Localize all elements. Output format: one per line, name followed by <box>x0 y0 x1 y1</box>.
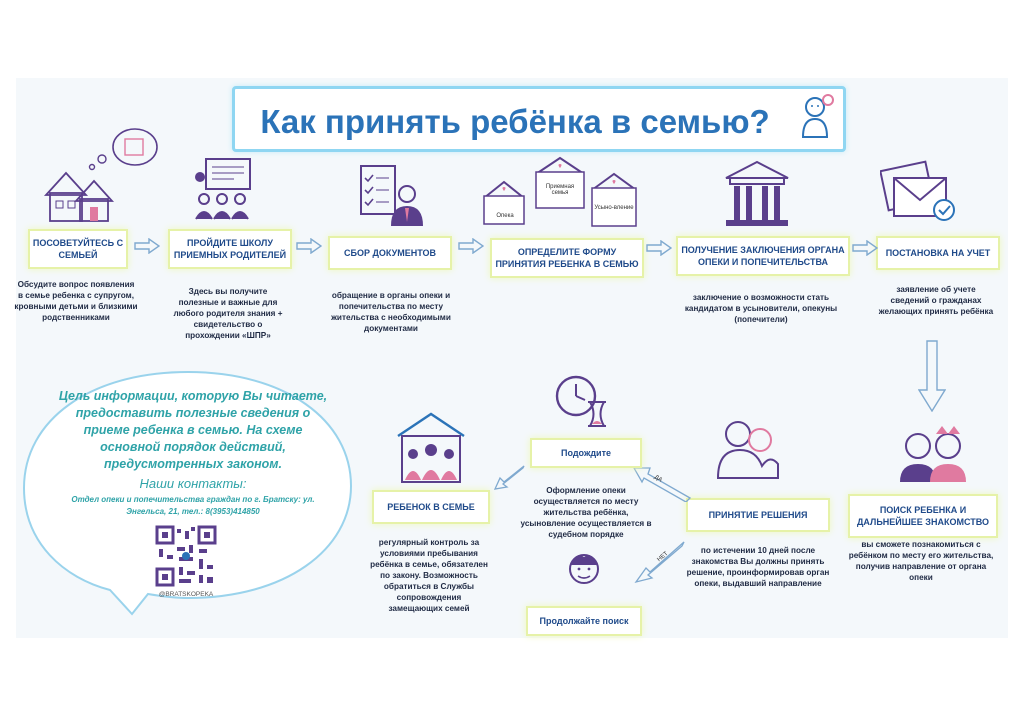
documents-icon <box>355 162 427 228</box>
building-icon <box>722 158 792 228</box>
desc-registration: заявление об учете сведений о гражданах желающих принять ребёнка <box>878 285 994 316</box>
arrow-2 <box>296 238 322 254</box>
desc-consult-family: Обсудите вопрос появления в семье ребенка с супругом, кровными детьми и близкими родственниками <box>14 280 138 322</box>
step-foster-school: ПРОЙДИТЕ ШКОЛУ ПРИЕМНЫХ РОДИТЕЛЕЙ <box>168 229 292 269</box>
desc-foster-school: Здесь вы получите полезные и важные для любого родителя знания + свидетельство о прохождении «ШПР» <box>173 287 283 340</box>
boy-icon <box>564 549 604 591</box>
family-house-icon <box>396 412 466 484</box>
arrow-5 <box>852 240 878 256</box>
arrow-3 <box>458 238 484 254</box>
step-child-in-family: РЕБЕНОК В СЕМЬЕ <box>372 490 490 524</box>
label-no: НЕТ <box>656 550 670 564</box>
house-icon <box>40 125 158 225</box>
step-collect-documents: СБОР ДОКУМЕНТОВ <box>328 236 452 270</box>
arrow-1 <box>134 238 160 254</box>
step-registration: ПОСТАНОВКА НА УЧЕТ <box>876 236 1000 270</box>
step-decision: ПРИНЯТИЕ РЕШЕНИЯ <box>686 498 830 532</box>
step-consult-family: ПОСОВЕТУЙТЕСЬ С СЕМЬЕЙ <box>28 229 128 269</box>
arrow-to-family <box>494 462 526 490</box>
step-choose-form: ОПРЕДЕЛИТЕ ФОРМУ ПРИНЯТИЯ РЕБЕНКА В СЕМЬЮ <box>490 238 644 278</box>
house-label-adoption: Усыно-вление <box>594 205 634 211</box>
label-yes: ДА <box>652 474 663 484</box>
arrow-down <box>918 340 946 412</box>
hug-icon <box>712 414 782 480</box>
arrow-4 <box>646 240 672 256</box>
step-search-child: ПОИСК РЕБЕНКА И ДАЛЬНЕЙШЕЕ ЗНАКОМСТВО <box>848 494 998 538</box>
house-label-foster: Приемная семья <box>545 184 575 196</box>
contacts-text: Отдел опеки и попечительства граждан по г. Братску: ул. Энгельса, 21, тел.: 8(3953)414850 <box>71 495 315 516</box>
step-get-conclusion: ПОЛУЧЕНИЕ ЗАКЛЮЧЕНИЯ ОРГАНА ОПЕКИ И ПОПЕЧИТЕЛЬСТВА <box>676 236 850 276</box>
qr-code[interactable] <box>155 525 217 587</box>
qr-label: @BRATSKOPEKA <box>158 591 214 598</box>
desc-collect-documents: обращение в органы опеки и попечительства по месту жительства с необходимыми документами <box>331 291 451 333</box>
house-label-guardianship: Опека <box>496 213 514 219</box>
desc-search-child: вы сможете познакомиться с ребёнком по месту его жительства, получив направление от органа опеки <box>848 540 994 582</box>
clock-icon <box>552 372 610 428</box>
desc-wait: Оформление опеки осуществляется по месту жительства ребёнка, усыновление осуществляется в судебном порядке <box>520 486 652 539</box>
envelope-icon <box>880 160 962 228</box>
children-icon <box>896 420 970 484</box>
desc-decision: по истечении 10 дней после знакомства Вы должны принять решение, проинформировав орган опеки, выдавший направление <box>686 546 830 588</box>
info-text: Цель информации, которую Вы читаете, предоставить полезные сведения о приеме ребенка в семью. На схеме основной порядок действий, предусмотренных законом. <box>58 389 328 471</box>
title-box <box>232 86 846 152</box>
step-continue-search: Продолжайте поиск <box>526 606 642 636</box>
step-wait: Подождите <box>530 438 642 468</box>
school-icon <box>190 155 256 221</box>
contacts-title: Наши контакты: <box>139 476 247 491</box>
baby-icon <box>795 93 839 141</box>
page-title: Как принять ребёнка в семью? <box>260 103 770 140</box>
desc-get-conclusion: заключение о возможности стать кандидатом в усыновители, опекуны (попечители) <box>684 293 838 324</box>
desc-child-in-family: регулярный контроль за условиями пребывания ребёнка в семье, обязателен по закону. Возможность обратиться в Службы сопровождения замещающих семей <box>370 538 488 613</box>
